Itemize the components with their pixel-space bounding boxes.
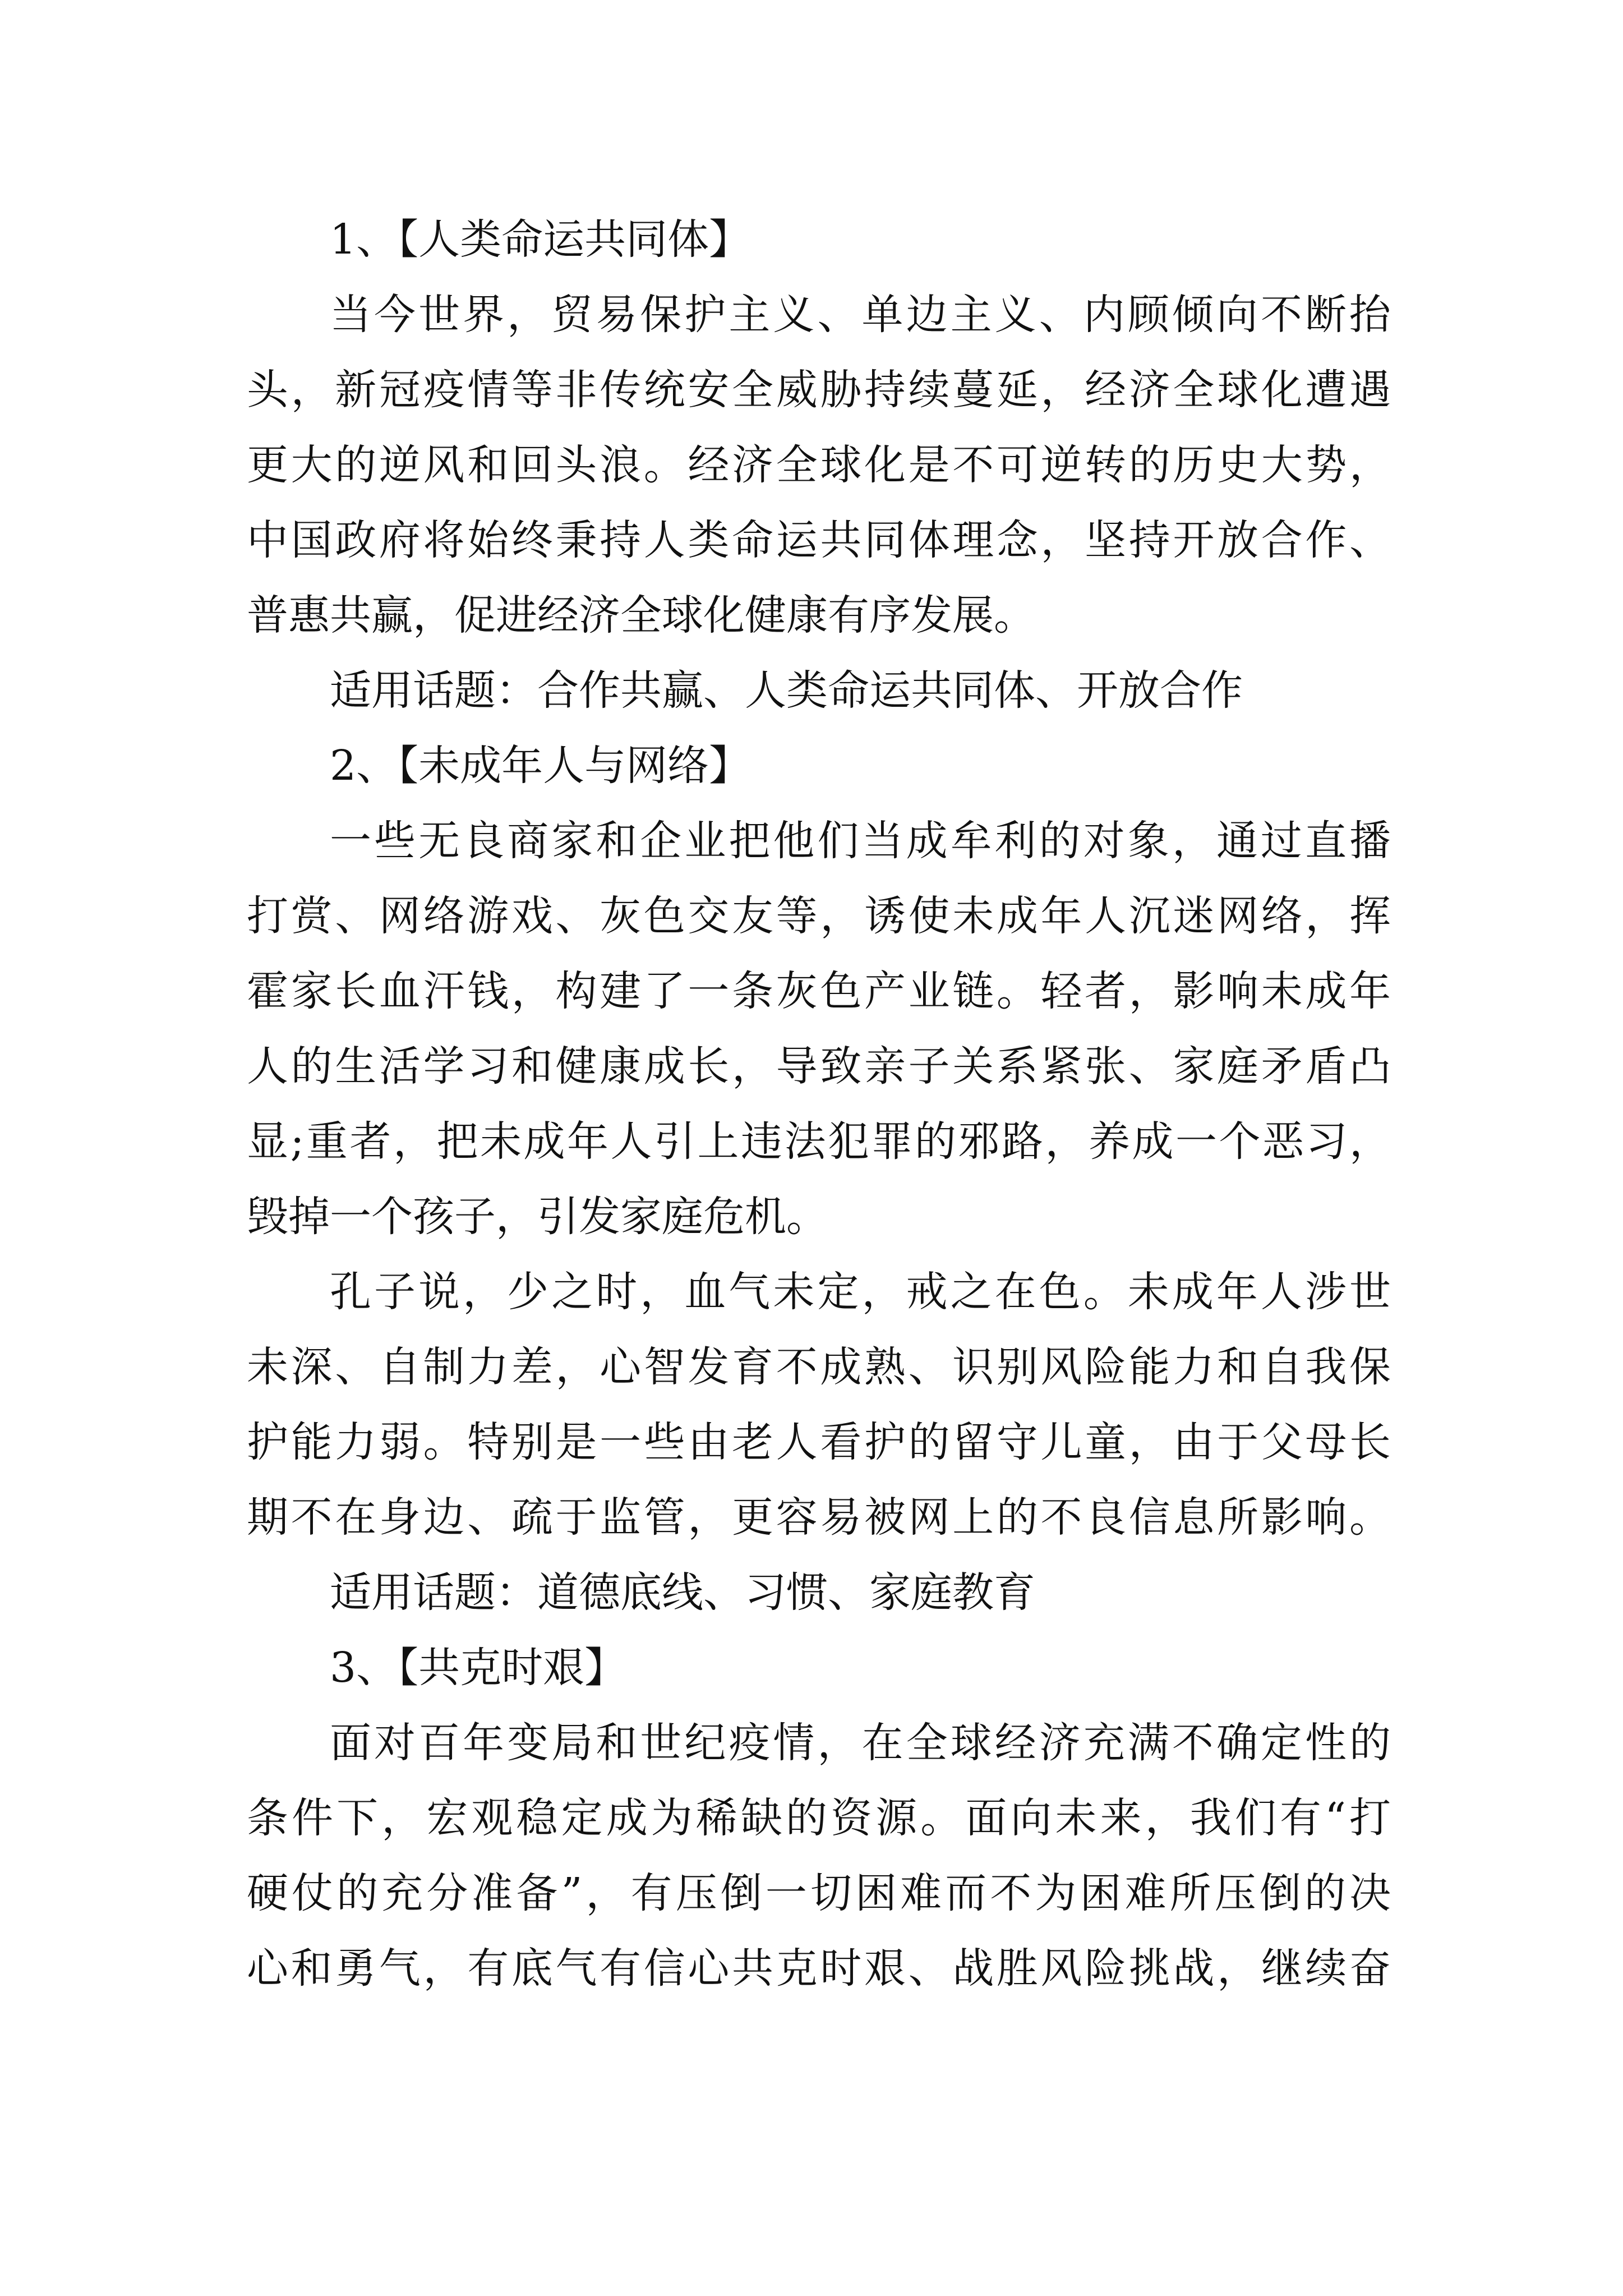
section-3-heading: 3、【共克时艰】: [330, 1644, 626, 1692]
document-page: [247, 202, 1391, 2006]
section-2-heading: 2、【未成年人与网络】: [330, 742, 751, 790]
section-2-paragraph-line: 霍家长血汗钱，构建了一条灰色产业链。轻者，影响未成年: [247, 967, 1391, 1015]
section-1-paragraph-line: 中国政府将始终秉持人类命运共同体理念，坚持开放合作、: [247, 516, 1391, 564]
section-2-paragraph-line: 孔子说，少之时，血气未定，戒之在色。未成年人涉世: [330, 1268, 1391, 1316]
section-3-paragraph-line: 面对百年变局和世纪疫情，在全球经济充满不确定性的: [330, 1719, 1391, 1767]
section-2-paragraph-line: 人的生活学习和健康成长，导致亲子关系紧张、家庭矛盾凸: [247, 1042, 1391, 1091]
section-1-heading: 1、【人类命运共同体】: [330, 215, 751, 264]
section-2-paragraph-line: 显;重者，把未成年人引上违法犯罪的邪路，养成一个恶习，: [247, 1117, 1391, 1166]
section-1-paragraph-line: 头，新冠疫情等非传统安全威胁持续蔓延，经济全球化遭遇: [247, 366, 1391, 414]
section-2-paragraph-line: 一些无良商家和企业把他们当成牟利的对象，通过直播: [330, 817, 1391, 865]
section-3-paragraph-line: 硬仗的充分准备”，有压倒一切困难而不为困难所压倒的决: [247, 1869, 1391, 1917]
section-1-paragraph-line: 普惠共赢，促进经济全球化健康有序发展。: [247, 591, 1035, 639]
section-3-paragraph-line: 条件下，宏观稳定成为稀缺的资源。面向未来，我们有“打: [247, 1794, 1391, 1842]
section-1-topics: 适用话题：合作共赢、人类命运共同体、开放合作: [330, 666, 1243, 715]
section-3-paragraph-line: 心和勇气，有底气有信心共克时艰、战胜风险挑战，继续奋: [247, 1944, 1391, 1993]
section-2-paragraph-line: 毁掉一个孩子，引发家庭危机。: [247, 1193, 828, 1241]
section-1-paragraph-line: 更大的逆风和回头浪。经济全球化是不可逆转的历史大势，: [247, 441, 1391, 489]
section-2-paragraph-line: 未深、自制力差，心智发育不成熟、识别风险能力和自我保: [247, 1343, 1391, 1391]
section-2-paragraph-line: 护能力弱。特别是一些由老人看护的留守儿童，由于父母长: [247, 1418, 1391, 1466]
section-2-paragraph-line: 打赏、网络游戏、灰色交友等，诱使未成年人沉迷网络，挥: [247, 892, 1391, 940]
section-1-paragraph-line: 当今世界，贸易保护主义、单边主义、内顾倾向不断抬: [330, 291, 1391, 339]
section-2-paragraph-line: 期不在身边、疏于监管，更容易被网上的不良信息所影响。: [247, 1493, 1391, 1542]
section-2-topics: 适用话题：道德底线、习惯、家庭教育: [330, 1568, 1035, 1617]
